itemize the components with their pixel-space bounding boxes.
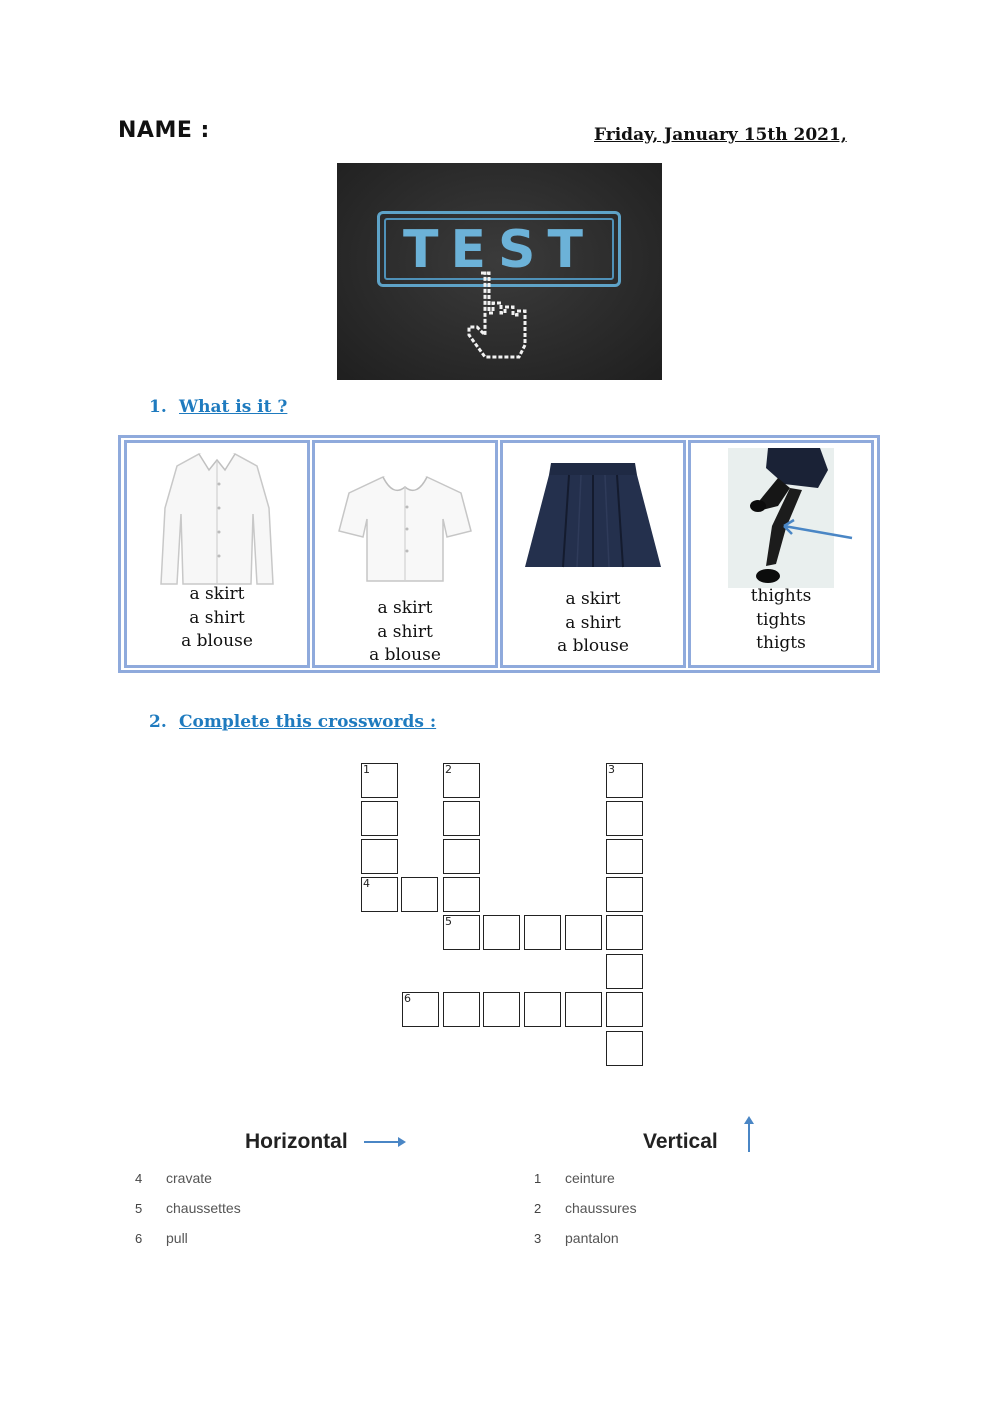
- clothes-table: [118, 435, 880, 673]
- section-1-number: 1.: [149, 397, 167, 417]
- crossword-cell[interactable]: [606, 839, 643, 874]
- clue-word: cravate: [166, 1170, 212, 1186]
- crossword-cell[interactable]: [443, 992, 480, 1027]
- choice-option: a blouse: [557, 636, 629, 656]
- crossword-cell[interactable]: [524, 915, 561, 950]
- clue-word: pull: [166, 1230, 188, 1246]
- choice-option: a shirt: [189, 607, 245, 628]
- section-2-number: 2.: [149, 712, 167, 732]
- arrow-right-icon: [362, 1134, 408, 1150]
- clue-number: 3: [608, 763, 615, 776]
- choice-option: a shirt: [565, 612, 621, 633]
- crossword-cell[interactable]: [565, 915, 602, 950]
- section-2-title: Complete this crosswords :: [179, 712, 437, 732]
- clue-number: 2: [534, 1201, 542, 1216]
- clue-number: 5: [135, 1201, 143, 1216]
- test-banner-image: [337, 163, 662, 380]
- crossword-cell[interactable]: [443, 839, 480, 874]
- crossword-cell[interactable]: [483, 992, 520, 1027]
- crossword-cell[interactable]: [524, 992, 561, 1027]
- horizontal-clue: [135, 1170, 212, 1186]
- clue-number: 1: [363, 763, 370, 776]
- section-2-heading: [149, 712, 436, 732]
- clothes-cell-4: [688, 440, 874, 668]
- vertical-clue: [534, 1200, 637, 1216]
- crossword-cell[interactable]: [606, 1031, 643, 1066]
- crossword-cell[interactable]: [606, 763, 643, 798]
- crossword-cell[interactable]: [361, 763, 398, 798]
- choice-option: a skirt: [565, 589, 621, 609]
- choice-option: a skirt: [377, 598, 433, 618]
- choice-option: a blouse: [181, 631, 253, 651]
- long-sleeve-shirt-image: [157, 448, 277, 588]
- clue-number: 5: [445, 915, 452, 928]
- clue-number: 1: [534, 1171, 542, 1186]
- clue-number: 3: [534, 1231, 542, 1246]
- section-1-heading: [149, 397, 287, 417]
- crossword-cell[interactable]: [361, 839, 398, 874]
- choice-option: tights: [756, 609, 806, 630]
- section-1-title: What is it ?: [179, 397, 288, 417]
- crossword-cell[interactable]: [606, 954, 643, 989]
- horizontal-clue: [135, 1200, 241, 1216]
- crossword-cell[interactable]: [401, 877, 438, 912]
- crossword-cell[interactable]: [443, 763, 480, 798]
- crossword-cell[interactable]: [443, 877, 480, 912]
- clothes-cell-2: [312, 440, 498, 668]
- clue-word: chaussettes: [166, 1200, 241, 1216]
- crossword-cell[interactable]: [443, 915, 480, 950]
- choice-option: thights: [750, 586, 812, 606]
- clue-number: 6: [135, 1231, 143, 1246]
- clue-word: chaussures: [565, 1200, 637, 1216]
- pointer-hand-icon: [455, 269, 535, 369]
- horizontal-heading: Horizontal: [245, 1130, 348, 1153]
- crossword-cell[interactable]: [565, 992, 602, 1027]
- clue-word: pantalon: [565, 1230, 619, 1246]
- choice-option: a blouse: [369, 645, 441, 665]
- clue-number: 6: [404, 992, 411, 1005]
- clothes-cell-1: [124, 440, 310, 668]
- crossword-cell[interactable]: [483, 915, 520, 950]
- choices-4: [691, 585, 871, 656]
- crossword-cell[interactable]: [606, 877, 643, 912]
- crossword-cell[interactable]: [606, 992, 643, 1027]
- vertical-clue: [534, 1230, 619, 1246]
- worksheet-date: Friday, January 15th 2021,: [594, 125, 847, 145]
- clue-number: 4: [135, 1171, 143, 1186]
- vertical-heading: Vertical: [643, 1130, 718, 1153]
- pleated-skirt-image: [523, 459, 663, 573]
- crossword-cell[interactable]: [606, 801, 643, 836]
- clue-number: 4: [363, 877, 370, 890]
- choices-1: [127, 583, 307, 654]
- horizontal-clue: [135, 1230, 188, 1246]
- clue-word: ceinture: [565, 1170, 615, 1186]
- crossword-cell[interactable]: [402, 992, 439, 1027]
- choice-option: thigts: [756, 633, 806, 653]
- choice-option: a skirt: [189, 584, 245, 604]
- clue-number: 2: [445, 763, 452, 776]
- crossword-cell[interactable]: [361, 801, 398, 836]
- crossword-cell[interactable]: [361, 877, 398, 912]
- vertical-clue: [534, 1170, 615, 1186]
- crossword-cell[interactable]: [443, 801, 480, 836]
- clothes-cell-3: [500, 440, 686, 668]
- black-tights-image: [728, 448, 858, 588]
- short-sleeve-blouse-image: [335, 471, 475, 583]
- crossword-cell[interactable]: [606, 915, 643, 950]
- name-label: NAME :: [118, 118, 210, 143]
- test-word: TEST: [403, 220, 595, 280]
- choices-3: [503, 588, 683, 659]
- choices-2: [315, 597, 495, 668]
- arrow-up-icon: [741, 1114, 757, 1154]
- choice-option: a shirt: [377, 621, 433, 642]
